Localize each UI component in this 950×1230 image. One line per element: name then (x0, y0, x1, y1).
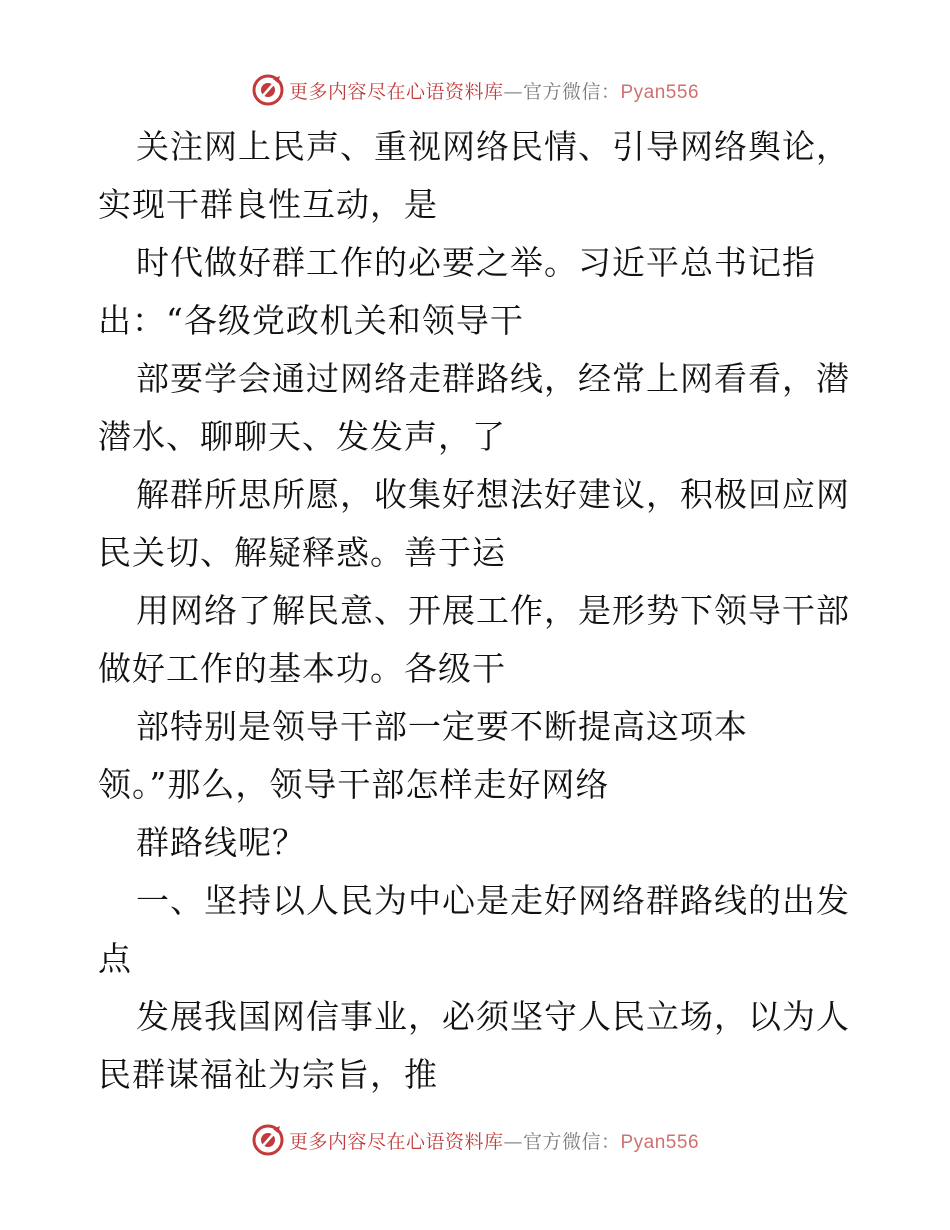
section-heading-line: 点 (98, 939, 132, 978)
text-line: 出：“各级党政机关和领导干 (98, 301, 524, 340)
text-line: 发展我国网信事业，必须坚守人民立场，以为人 (136, 997, 850, 1036)
text-line: 领。”那么，领导干部怎样走好网络 (98, 765, 610, 804)
banner-separator: — (503, 80, 523, 103)
brand-logo-icon (251, 1123, 285, 1157)
document-body (98, 118, 868, 1104)
banner-official-label: 官方微信： (522, 80, 621, 103)
text-line: 民关切、解疑释惑。善于运 (98, 533, 506, 572)
text-line: 部要学会通过网络走群路线，经常上网看看，潜 (136, 359, 850, 398)
banner-text (289, 1127, 699, 1154)
text-line: 解群所思所愿，收集好想法好建议，积极回应网 (136, 475, 850, 514)
text-line: 做好工作的基本功。各级干 (98, 649, 506, 688)
text-line: 潜水、聊聊天、发发声，了 (98, 417, 506, 456)
header-watermark-banner (0, 70, 950, 110)
banner-wechat-id: Pyan556 (620, 81, 700, 103)
text-line: 民群谋福祉为宗旨，推 (98, 1055, 438, 1094)
banner-official-label: 官方微信： (522, 1130, 621, 1153)
text-line: 实现干群良性互动，是 (98, 185, 438, 224)
banner-main-text: 更多内容尽在心语资料库 (288, 1130, 504, 1153)
text-line: 群路线呢？ (136, 823, 306, 862)
text-line: 关注网上民声、重视网络民情、引导网络舆论， (136, 127, 850, 166)
banner-separator: — (503, 1130, 523, 1153)
footer-watermark-banner (0, 1120, 950, 1160)
text-line: 用网络了解民意、开展工作，是形势下领导干部 (136, 591, 850, 630)
section-heading-line: 一、坚持以人民为中心是走好网络群路线的出发 (136, 881, 850, 920)
banner-text (289, 77, 699, 104)
text-line: 时代做好群工作的必要之举。习近平总书记指 (136, 243, 816, 282)
banner-main-text: 更多内容尽在心语资料库 (288, 80, 504, 103)
banner-wechat-id: Pyan556 (620, 1131, 700, 1153)
brand-logo-icon (251, 73, 285, 107)
text-line: 部特别是领导干部一定要不断提高这项本 (136, 707, 748, 746)
